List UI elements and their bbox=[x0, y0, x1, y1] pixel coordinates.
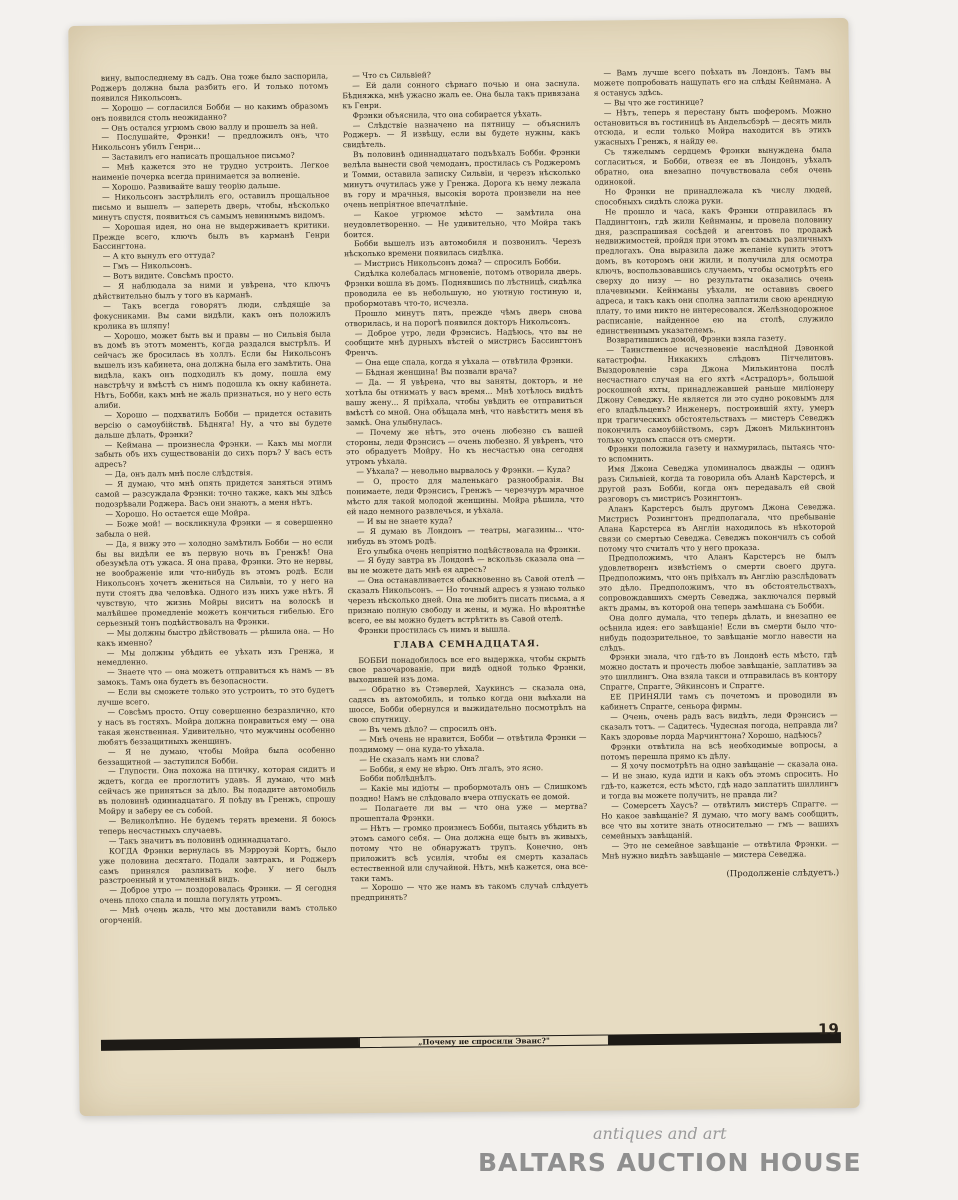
watermark-tagline: antiques and art bbox=[593, 1124, 727, 1143]
paragraph: — Ей дали сонного сѣрнаго почью и она заснула. Бѣдняжка, мнѣ ужасно жаль ее. Она была такъ привязана къ Генри. bbox=[342, 78, 580, 110]
paragraph: Аланъ Карстерсъ былъ другомъ Джона Севеджа. Мистрисъ Розингтонъ предполагала, что пребываніе Алана Карстерса въ Англіи находилось въ нѣкоторой связи со смертью Севеджа. Севеджъ покончилъ съ собой потому что считалъ что у него проказа. bbox=[598, 501, 836, 554]
paragraph: — Я думаю, что мнѣ опять придется заняться этимъ самой — разсуждала Фрэнки: точно также, какъ мы здѣсь подозрѣвали Роджера. Васъ они знаютъ, а меня нѣтъ. bbox=[95, 477, 333, 509]
paragraph: — Уѣхала? — невольно вырвалось у Фрэнки. — Куда? bbox=[356, 465, 571, 477]
paragraph: — Я думаю въ Лондонъ — театры, магазины... что-нибудь въ этомъ родѣ. bbox=[347, 524, 585, 546]
paragraph: — Хорошо. Развивайте вашу теорію дальше. bbox=[101, 180, 281, 192]
paragraph: — Очень, очень радъ васъ видѣть, леди Фрэнсисъ — сказалъ тотъ. — Садитесь. Чудесная погода, неправда ли? Какъ здоровье лорда Марчингтона? Хорошо, надѣюсь? bbox=[600, 710, 838, 742]
paragraph: — Она останавливается обыкновенно въ Савой отелѣ — сказалъ Никольсонъ. — Но точный адресъ я узнаю только черезъ нѣсколько дней. Она не любитъ писать письма, а я признаю полную свободу и жены, и мужа. Но вѣроятнѣе всего, ее вы можно будетъ встрѣтить въ Савой отелѣ. bbox=[347, 573, 586, 626]
paragraph: — Никольсонъ застрѣлилъ его, оставилъ прощальное письмо и вышелъ — запереть дверь, чтобы, нѣсколько минутъ спустя, появиться съ самымъ невиннымъ видомъ. bbox=[92, 190, 330, 222]
paragraph: Предположимъ, что Аланъ Карстерсъ не былъ удовлетворенъ извѣстіемъ о смерти своего друга. Предположимъ, что онъ пріѣхалъ въ Англію разслѣдовать это дѣло. Предположимъ, что въ обстоятельствахъ, сопровождавшихъ смерть Севеджа, заключался первый актъ драмы, въ которой она теперь замѣшана съ Бобби. bbox=[598, 551, 837, 613]
paragraph: — Она еще спала, когда я уѣхала — отвѣтила Фрэнки. bbox=[355, 356, 574, 368]
paragraph: — Мистрисъ Никольсонъ дома? — спросилъ Бобби. bbox=[354, 257, 562, 269]
paragraph: — И вы не знаете куда? bbox=[356, 515, 453, 526]
paragraph: Имя Джона Севеджа упоминалось дважды — одинъ разъ Сильвіей, когда та говорила объ Аланѣ Карстерсѣ, и другой разъ Бобби, когда онъ передавалъ ей свой разговоръ съ мистрисъ Розингтонъ. bbox=[597, 462, 836, 504]
paragraph: — Такъ значитъ въ половинѣ одиннадцатаго. bbox=[108, 834, 291, 846]
paragraph: Сидѣлка колебалась мгновеніе, потомъ отворила дверь. Фрэнки вошла въ домъ. Поднявшись по лѣстницѣ, сидѣлка проводила ее въ небольшую, но уютную гостиную и, пробормотавъ что-то, исчезла. bbox=[344, 266, 582, 309]
text-column-2 bbox=[342, 69, 589, 1031]
paragraph: Съ тяжелымъ сердцемъ Фрэнки вынуждена была согласиться, и Бобби, отвезя ее въ Лондонъ, уѣхалъ обратно, она внезапно почувствовала себя очень одинокой. bbox=[594, 145, 832, 187]
paragraph: — Я хочу посмотрѣть на одно завѣщаніе — сказала она. — И не знаю, куда идти и какъ объ этомъ спросить. Но гдѣ-то, кажется, есть мѣсто, гдѣ надо заплатить шиллингъ и тогда вы можете получить, не правда ли? bbox=[600, 759, 839, 801]
page-content bbox=[90, 66, 841, 1047]
paragraph: — Да. — Я увѣрена, что вы заняты, докторъ, и не хотѣла бы отнимать у васъ время... Мнѣ хотѣлось видѣть вашу жену... Я пріѣхала, чтобы увѣдить ее отправиться вмѣстѣ со мной. Она обѣщала мнѣ, что навѣститъ меня въ замкѣ. Она улыбнулась. bbox=[345, 375, 584, 427]
paragraph: — Мы должны быстро дѣйствовать — рѣшила она. — Но какъ именно? bbox=[96, 626, 335, 648]
paragraph: — Сомерсетъ Хаусъ? — отвѣтилъ мистеръ Спрагге. — Но какое завѣщаніе? Я думаю, что могу вамъ сообщить, все что вы хотите знать относительно — гмъ — вашихъ семейныхъ завѣщаній. bbox=[601, 799, 839, 841]
watermark-name: BALTARS AUCTION HOUSE bbox=[478, 1148, 862, 1177]
paragraph: Фрэнки знала, что гдѣ-то въ Лондонѣ есть мѣсто, гдѣ можно достать и прочесть любое завѣщаніе, заплативъ за это шиллингъ. Она взяла такси и отправилась въ контору Спрагге, Спрагге, Эйкинсонъ и Спрагге. bbox=[599, 650, 838, 692]
paragraph: Бобби поблѣднѣлъ. bbox=[359, 773, 437, 784]
paragraph: — Таинственное исчезновеніе наслѣдной Дэвонкой катастрофы. Никакихъ слѣдовъ Пітчелитовъ. Выздоровленіе сэра Джона Милькинтона послѣ несчастнаго случая на его яхтѣ «Астрадоръ», большой роскошной яхты, принадлежавшей раньше миліонеру Джону Севеджу. Не является ли это судно роковымъ для его владѣльцевъ? Инженеръ, построившій яхту, умеръ при трагическихъ обстоятельствахъ — мистеръ Севеджъ покончилъ самоубійствомъ, сэръ Джонъ Милькинтонъ только чудомъ спасся отъ смерти. bbox=[596, 343, 835, 445]
chapter-title: ГЛАВА СЕМНАДЦАТАЯ. bbox=[393, 638, 541, 651]
paragraph: БОББИ понадобилось все его выдержка, чтобы скрыть свое разочарованіе, при видѣ одной только Фрэнки, выходившей изъ дома. bbox=[348, 653, 586, 685]
paragraph: Фрэнки отвѣтила на всѣ необходимые вопросы, а потомъ перешла прямо къ дѣлу. bbox=[600, 739, 838, 762]
paragraph: — Бобби, я ему не вѣрю. Онъ лгалъ, это ясно. bbox=[359, 762, 544, 774]
paragraph: — Что съ Сильвіей? bbox=[352, 70, 431, 81]
text-column-1 bbox=[91, 71, 338, 1033]
paragraph: — Мнѣ кажется это не трудно устроить. Легкое наименіе почерка всегда принимается за волненіе. bbox=[91, 160, 330, 182]
paragraph: ЕЕ ПРИНЯЛИ тамъ съ почетомъ и проводили въ кабинетъ Спрагге, сеньора фирмы. bbox=[600, 690, 838, 712]
auction-watermark bbox=[478, 1124, 878, 1186]
paragraph: Но Фрэнки не принадлежала къ числу людей, способныхъ сидѣть сложа руки. bbox=[594, 185, 833, 207]
illustration-caption: „Почему не спросили Эванс?" bbox=[359, 1035, 609, 1049]
paragraph: — Нѣтъ, теперь я перестану быть шоферомъ. Можно остановиться въ гостиницѣ въ Андельсбэрѣ — десять миль отсюда, и если только Мойра находится въ этихъ ужасныхъ Гренжъ, я найду ее. bbox=[593, 105, 832, 147]
paragraph: КОГДА Фрэнки вернулась въ Мэрроуэй Кортъ, было уже половина десятаго. Подали завтракъ, и Роджеръ самъ принялся разливать кофе. У него былъ разстроенный и утомленный видъ. bbox=[99, 844, 337, 886]
paragraph: — Нѣтъ — громко произнесъ Бобби, пытаясь убѣдить въ этомъ самого себя. — Она должна еще быть въ живыхъ, потому что не обнаружатъ трупъ. Конечно, онъ приложитъ всѣ усилія, чтобы ея смерть казалась естественной или случайной. Нѣтъ, мнѣ кажется, она все-таки тамъ. bbox=[350, 821, 588, 883]
paragraph: — Это не семейное завѣщаніе — отвѣтила Фрэнки. — Мнѣ нужно видѣть завѣщаніе — мистера Севеджа. bbox=[601, 838, 839, 861]
paragraph: — Не сказалъ намъ ни слова? bbox=[359, 753, 479, 764]
text-column-3 bbox=[593, 66, 840, 1028]
paragraph: — Мнѣ очень жаль, что мы доставили вамъ столько огорченій. bbox=[99, 903, 337, 925]
text-columns bbox=[91, 66, 841, 1034]
paragraph: Въ половинѣ одиннадцатаго подъѣхалъ Бобби. Фрэнки велѣла вынести свой чемоданъ, простилась съ Роджеромъ и Томми, оставила записку Сильвіи, и черезъ нѣсколько минутъ очутилась уже у Гренжа. Дорога къ нему лежала въ гору и мрачныя, высокія ворота произвели на нее очень непріятное впечатлѣніе. bbox=[343, 148, 581, 210]
paragraph: — О, просто для маленькаго разнообразія. Вы понимаете, леди Фрэнсисъ, Гренжъ — черезчуръ мрачное мѣсто для такой молодой женщины. Мойра рѣшила, что ей надо немного развлечься, и уѣхала. bbox=[346, 474, 585, 517]
paragraph: — Обратно въ Стэверлей, Хаукинсъ — сказала она, садясь въ автомобиль, и только когда они выѣхали на шоссе, Бобби обернулся и выжидательно посмотрѣлъ на свою спутницу. bbox=[348, 683, 587, 725]
paragraph: Возвратившись домой, Фрэнки взяла газету. bbox=[606, 334, 787, 345]
paragraph: Фрэнки объяснила, что она собирается уѣхать. bbox=[352, 108, 543, 120]
paragraph: — Я не думаю, чтобы Мойра была особенно беззащитной — заступился Бобби. bbox=[97, 744, 336, 767]
paragraph: — Такъ всегда говорятъ люди, слѣдящіе за фокусниками. Вы сами видѣли, какъ онъ положилъ кролика въ шляпу! bbox=[93, 299, 331, 331]
paragraph: Она долго думала, что теперь дѣлать, и внезапно ее осѣнила идея: его завѣщаніе! Если въ смерти было что-нибудь подозрительное, то завѣщаніе могло навести на слѣдъ. bbox=[599, 610, 837, 653]
paragraph: — Знаете что — она можетъ отправиться къ намъ — въ замокъ. Тамъ она будетъ въ безопасности. bbox=[97, 665, 335, 688]
continuation-note: (Продолженіе слѣдуетъ.) bbox=[726, 867, 840, 879]
paragraph: Прошло минутъ пять, прежде чѣмъ дверь снова отворилась, и на порогѣ появился докторъ Никольсонъ. bbox=[344, 306, 583, 328]
paragraph: — Хорошо, может быть вы и правы — но Сильвія была въ домѣ въ этотъ моментъ, когда раздался выстрѣлъ. И сейчасъ же бросилась въ холлъ. Если бы Никольсонъ вышелъ изъ кабинета, она должна была его замѣтить. Она видѣла, какъ онъ подходилъ къ дому, пошла ему навстрѣчу и вмѣстѣ съ нимъ подошла къ окну кабинета. Нѣтъ, Бобби, какъ мнѣ не жаль признаться, но у него есть алиби. bbox=[93, 328, 332, 410]
paragraph: — Онъ остался угрюмъ свою валлу и прошелъ за ней. bbox=[101, 121, 319, 133]
paragraph: — Гмъ — Никольсонъ. bbox=[102, 261, 193, 271]
paragraph: — Какіе мы идіоты — пробормоталъ онъ — Слишкомъ поздно! Намъ не слѣдовало вчера отпускать ее домой. bbox=[349, 782, 588, 804]
paragraph: — Хорошая идея, но она не выдерживаетъ критики. Прежде всего, ключъ былъ въ карманѣ Генри Бассингтона. bbox=[92, 219, 330, 252]
paragraph: — Мы должны убѣдить ее уѣхать изъ Гренжа, и немедленно. bbox=[96, 645, 335, 668]
newspaper-page bbox=[68, 18, 859, 1116]
paragraph: — Глупости. Она похожа на птичку, которая сидитъ и ждетъ, когда ее проглотитъ удавъ. Я думаю, что мнѣ сейчасъ же приняться за дѣло. Вы подадите автомобиль въ половинѣ одиннадцатаго. Я поѣду въ Гренжъ, спрошу Мойру и заберу ее съ собой. bbox=[98, 764, 336, 816]
paragraph: — Вамъ лучше всего поѣхать въ Лондонъ. Тамъ вы можете попробовать нащупать его на слѣды Кейнмана. А я останусь здѣсь. bbox=[593, 66, 831, 98]
paragraph: — Да, онъ далъ мнѣ после слѣдствія. bbox=[104, 468, 254, 480]
paragraph: — Если вы сможете только это устроить, то это будетъ лучше всего. bbox=[97, 685, 335, 707]
paragraph: Его улыбка очень непріятно подѣйствовала на Фрэнки. bbox=[357, 544, 581, 556]
paragraph: — Хорошо — подхватилъ Бобби — придется оставить версію о самоубійствѣ. Бѣдняга! Ну, а что вы будете дальше дѣлать, Фрэнки? bbox=[94, 408, 332, 440]
paragraph: — Доброе утро, леди Фрэнсисъ. Надѣюсь, что вы не сообщите мнѣ дурныхъ вѣстей о мистрисъ Бассингтонъ Френчъ. bbox=[344, 326, 583, 358]
paragraph: вину, выпоследнему въ садъ. Она тоже было заспорила, Роджеръ должна была разбить его. И только потомъ появился Никольсонъ. bbox=[90, 71, 329, 103]
paragraph: — Совсѣмъ просто. Отцу совершенно безразлично, кто у насъ въ гостяхъ. Мойра должна понравиться ему — она такая женственная. Удивительно, что мужчины особенно любятъ беззащитныхъ женщинъ. bbox=[97, 705, 336, 747]
paragraph: — Мнѣ очень не нравится, Бобби — отвѣтила Фрэнки — поздимому — она куда-то уѣхала. bbox=[349, 732, 587, 754]
illustration-caption-bar bbox=[101, 1032, 841, 1051]
paragraph: Фрэнки простилась съ нимъ и вышла. bbox=[357, 624, 511, 635]
paragraph: — Бѣдная женщина! Вы позвали врача? bbox=[355, 366, 517, 378]
paragraph: Не прошло и часа, какъ Фрэнки отправилась въ Паддингтонъ, гдѣ жили Кейнманы, и провела половину дня, разспрашивая сосѣдей и агентовъ по продажѣ недвижимостей, пройдя при этомъ въ самыхъ различныхъ предлогахъ. Она выразила даже желаніе купить этотъ домъ, въ которомъ они жили, и получила для осмотра ключъ, воспользовавшись случаемъ, чтобы осмотрѣть его сверху до низу — но результаты оказались очень плачевными. Кейнманы уѣхали, не оставивъ своего адреса, и такъ какъ они сполна заплатили свою арендную плату, то ими никто не интересовался. Желѣзнодорожное расписаніе, найденное ею на столѣ, служило единственнымъ указателемъ. bbox=[595, 204, 834, 336]
paragraph: — Вы что же гостинице? bbox=[603, 97, 704, 108]
paragraph: — Кеймана — произнесла Фрэнки. — Какъ мы могли забыть объ ихъ существованіи до сихъ поръ? У васъ есть адресъ? bbox=[94, 437, 333, 470]
paragraph: — Я буду завтра въ Лондонѣ — вскользь сказала она — вы не можете дать мнѣ ея адресъ? bbox=[347, 554, 585, 576]
paragraph: — Какое угрюмое мѣсто — замѣтила она неудовлетворенно. — Не удивительно, что Мойра такъ боится. bbox=[343, 207, 582, 239]
paragraph: — Да, я вижу это — холодно замѣтилъ Бобби — но если бы вы видѣли ее въ первую ночь въ Гренжѣ! Она обезумѣла отъ ужаса. Я она права, Фрэнки. Это не нервы, не воображеніе или что-нибудь въ этомъ родѣ. Если Никольсонъ хочетъ жениться на Сильвіи, то у него на пути стоятъ два человѣка. Одного изъ нихъ уже нѣтъ. Я чувствую, что жизнь Мойры виситъ на волоскѣ и малѣйшее промедленіе можетъ кончиться гибелью. Его серьезный тонъ подѣйствовалъ на Фрэнки. bbox=[95, 536, 334, 628]
paragraph: — Послушайте, Фрэнки! — предложилъ онъ, что Никольсонъ убилъ Генри... bbox=[91, 130, 329, 153]
paragraph: — Слѣдствіе назначено на пятницу — объяснилъ Роджеръ. — Я извѣщу, если вы будете нужны, какъ свидѣтель. bbox=[342, 118, 581, 150]
paragraph: — Хорошо. Но остается еще Мойра. bbox=[105, 508, 251, 519]
paragraph: — Великолѣпно. Не будемъ терять времени. Я боюсь теперь несчастныхъ случаевъ. bbox=[98, 814, 337, 836]
paragraph: — А кто вынулъ его оттуда? bbox=[102, 250, 215, 262]
paragraph: Фрэнки положила газету и нахмурилась, пытаясь что-то вспомнить. bbox=[597, 442, 835, 464]
page-number: 19 bbox=[817, 1020, 839, 1039]
paragraph: — Доброе утро — поздоровалась Фрэнки. — Я сегодня очень плохо спала и пошла погулять утромъ. bbox=[99, 883, 337, 906]
paragraph: — Заставилъ его написать прощальное письмо? bbox=[101, 151, 295, 163]
paragraph: — Я наблюдала за ними и увѣрена, что ключъ дѣйствительно былъ у того въ карманѣ. bbox=[93, 279, 331, 301]
paragraph: — Боже мой! — воскликнула Фрэнки — я совершенно забыла о ней. bbox=[95, 517, 333, 539]
paragraph: — Полагаете ли вы — что она уже — мертва? прошептала Фрэнки. bbox=[349, 801, 588, 824]
paragraph: — Вотъ видите. Совсѣмъ просто. bbox=[102, 270, 234, 281]
paragraph: — Хорошо — что же намъ въ такомъ случаѣ слѣдуетъ предпринять? bbox=[350, 881, 589, 903]
paragraph: — Хорошо — согласился Бобби — но какимъ образомъ онъ появился столь неожиданно? bbox=[91, 101, 329, 123]
paragraph: — Въ чемъ дѣло? — спросилъ онъ. bbox=[358, 723, 497, 735]
paragraph: — Почему же нѣтъ, это очень любезно съ вашей стороны, леди Фрэнсисъ — очень любезно. Я увѣренъ, что это обрадуетъ Мойру. Но къ несчастью она сегодня утромъ уѣхала. bbox=[345, 425, 584, 467]
paragraph: Бобби вышелъ изъ автомобиля и позвонилъ. Черезъ нѣсколько времени появилась сидѣлка. bbox=[343, 237, 582, 259]
